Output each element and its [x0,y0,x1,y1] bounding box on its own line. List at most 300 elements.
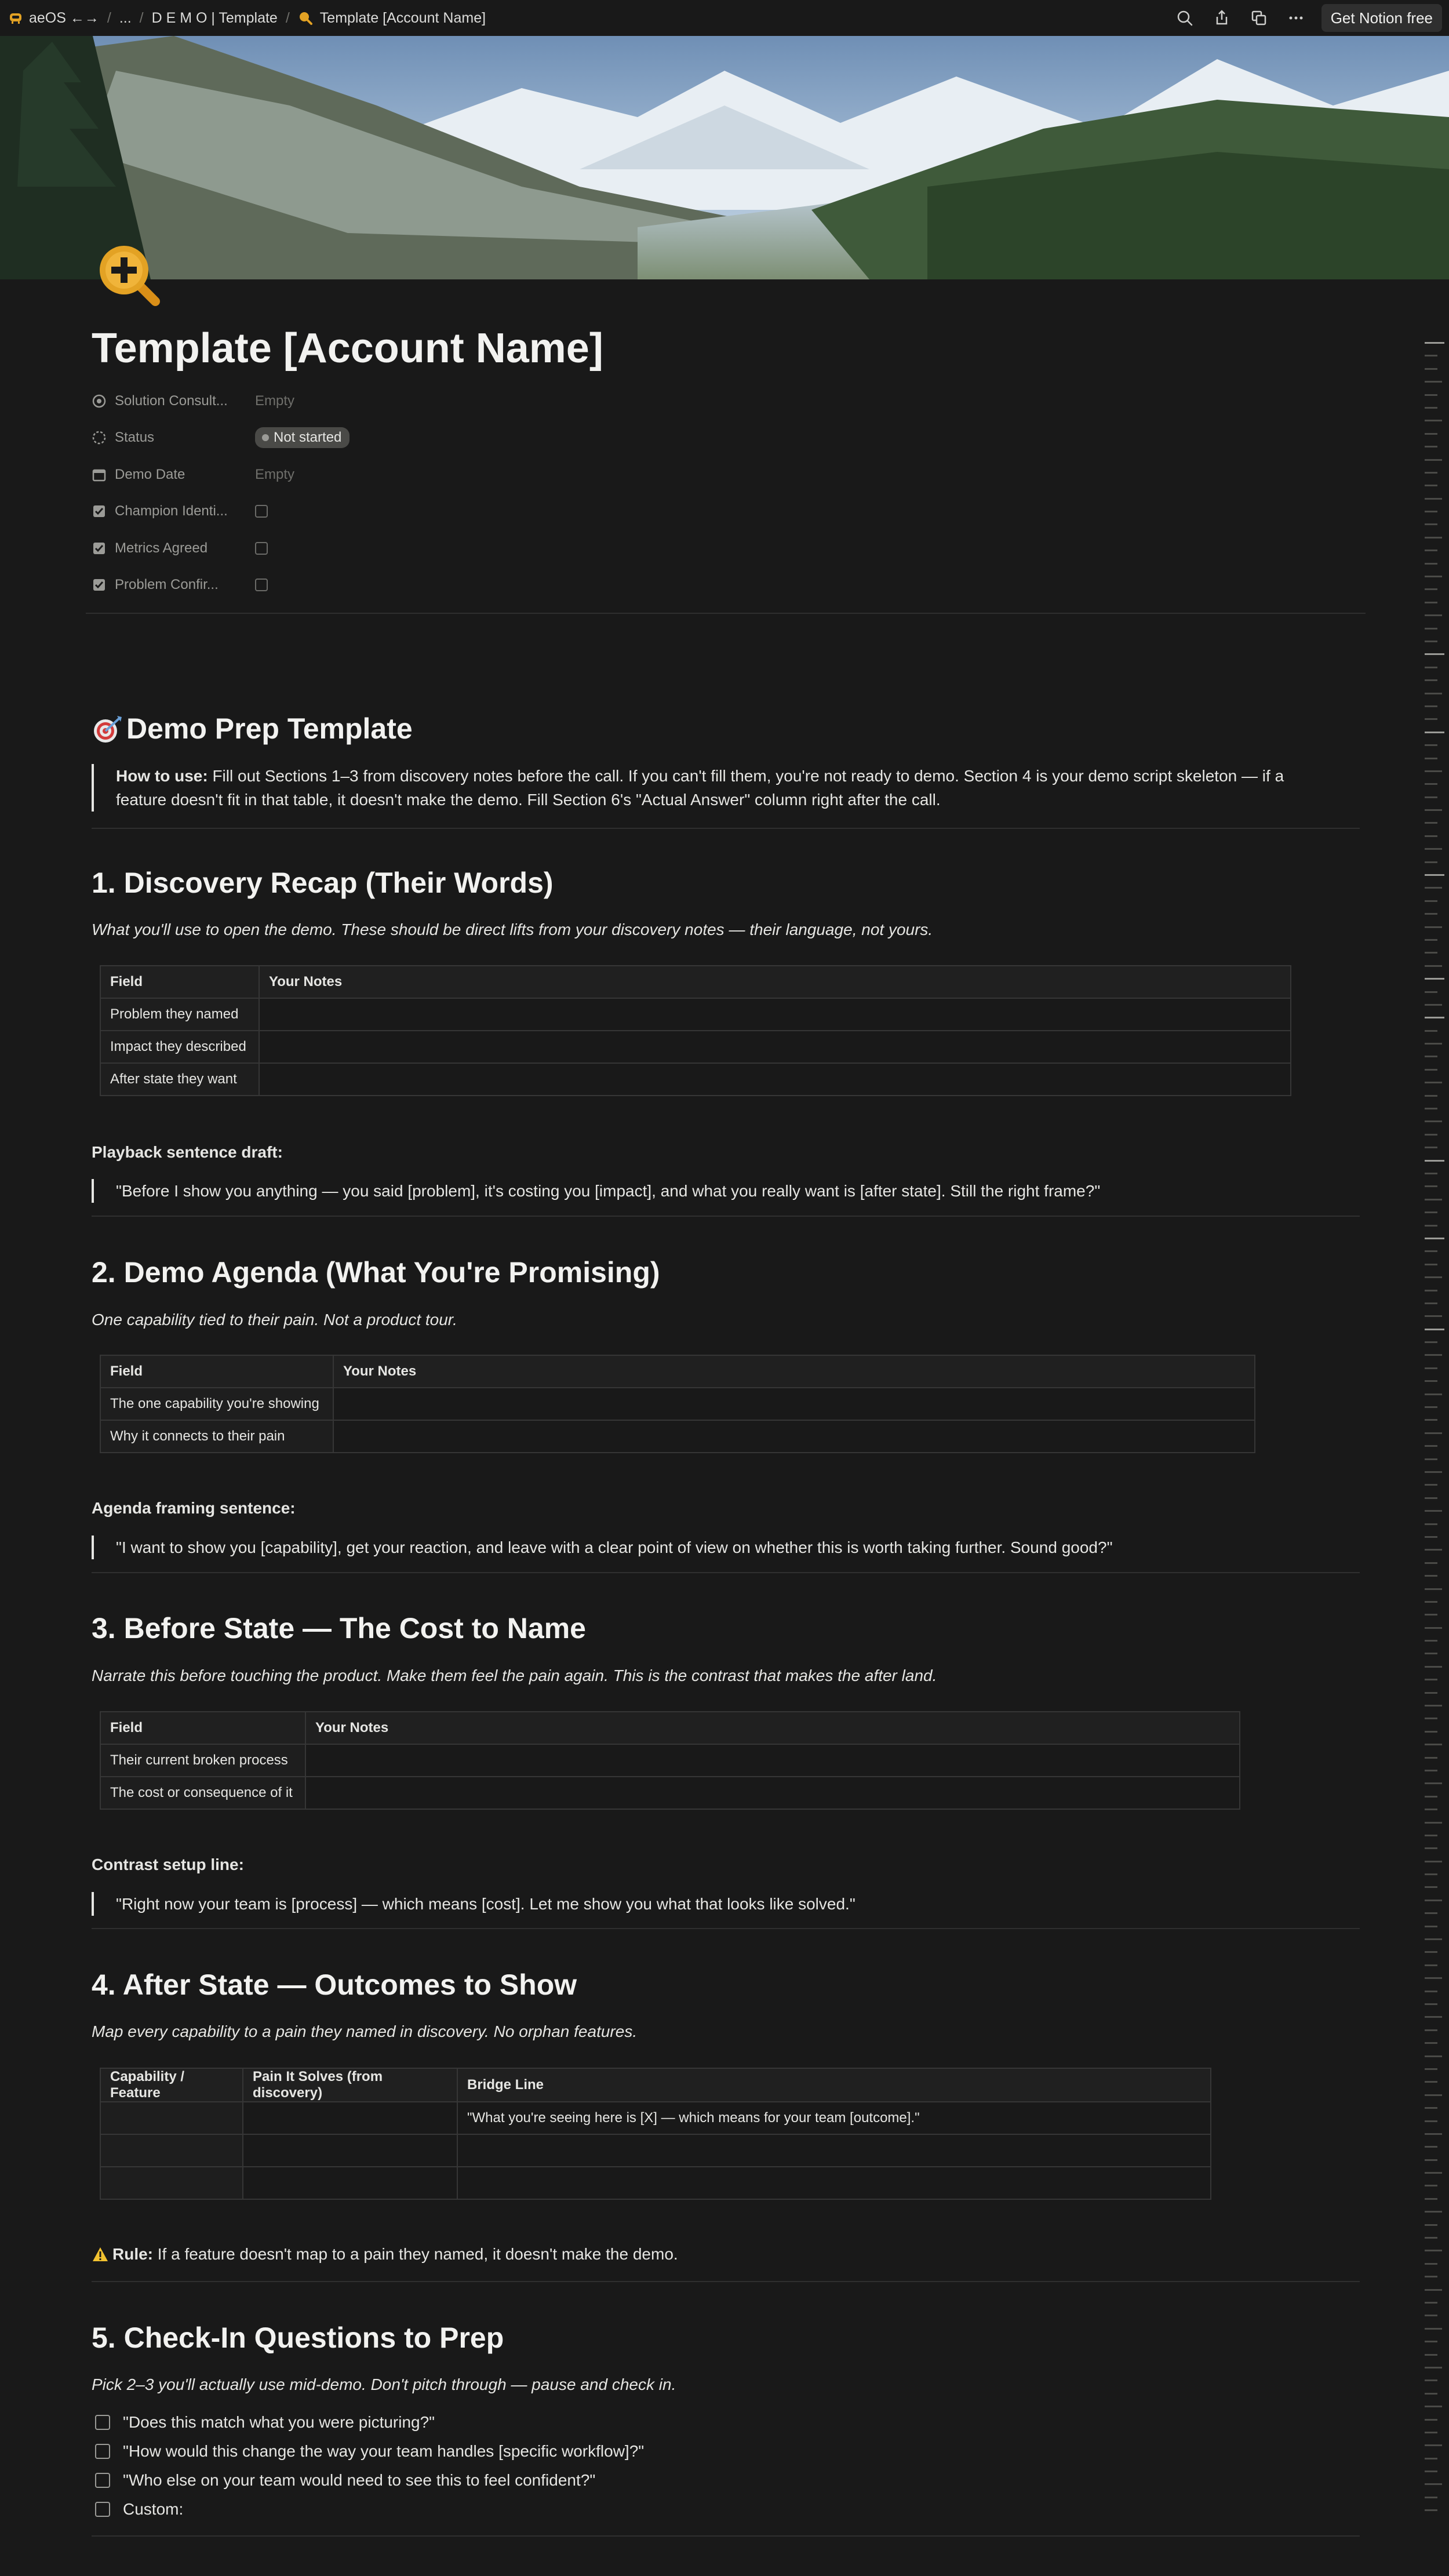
outline-tick[interactable] [1425,693,1442,694]
outline-tick[interactable] [1425,796,1437,798]
table-cell[interactable]: Impact they described [100,1031,259,1063]
outline-tick[interactable] [1425,2211,1442,2213]
outline-tick[interactable] [1425,523,1437,525]
outline-tick[interactable] [1425,887,1442,889]
breadcrumb-page-icon [298,10,313,26]
outline-tick[interactable] [1425,1692,1437,1694]
outline-tick[interactable] [1425,1471,1442,1473]
outline-tick[interactable] [1425,1341,1437,1343]
outline-tick[interactable] [1425,2341,1437,2342]
table-header: Capability / Feature [100,2068,243,2102]
table-header: Field [100,1355,333,1388]
outline-tick[interactable] [1425,2237,1437,2239]
breadcrumb-more[interactable]: ... [119,9,132,26]
outline-tick[interactable] [1425,1562,1437,1564]
duplicate-icon[interactable] [1247,6,1270,30]
outline-tick[interactable] [1425,628,1437,630]
outline-tick[interactable] [1425,1276,1442,1278]
outline-tick[interactable] [1425,1847,1437,1849]
table-cell[interactable] [457,2134,1211,2167]
how-to-use-callout [92,764,1333,812]
outline-tick[interactable] [1425,1705,1442,1707]
outline-tick[interactable] [1425,368,1437,370]
outline-tick[interactable] [1425,1757,1437,1759]
todo-text[interactable]: "Does this match what you were picturing?" [123,2413,435,2431]
table-row [100,2134,1211,2167]
section-1-table [100,965,1291,1096]
outline-tick[interactable] [1425,1900,1442,1901]
outline-tick[interactable] [1425,614,1442,616]
property-champion-identified[interactable] [92,493,1367,530]
outline-tick[interactable] [1425,2497,1437,2498]
outline-tick[interactable] [1425,2107,1437,2109]
outline-tick[interactable] [1425,1043,1442,1045]
outline-tick[interactable] [1425,835,1437,837]
outline-tick[interactable] [1425,1329,1444,1330]
outline-tick[interactable] [1425,1822,1442,1824]
outline-tick[interactable] [1425,1782,1442,1784]
property-name: Metrics Agreed [115,540,208,556]
checkbox-prop-icon [92,577,107,592]
outline-tick[interactable] [1425,1886,1437,1888]
outline-tick[interactable] [1425,770,1442,772]
todo-item[interactable] [95,2500,183,2519]
outline-tick[interactable] [1425,1017,1444,1018]
outline-tick[interactable] [1425,705,1437,707]
outline-tick[interactable] [1425,653,1444,655]
target-icon [92,712,124,745]
outline-tick[interactable] [1425,2509,1437,2511]
outline-tick[interactable] [1425,1770,1437,1771]
outline-tick[interactable] [1425,1160,1444,1162]
outline-tick[interactable] [1425,2444,1442,2446]
property-problem-confirmed[interactable] [92,567,1367,604]
table-cell[interactable] [259,998,1291,1031]
calendar-icon [92,467,107,482]
table-header: Field [100,1712,305,1744]
property-value[interactable]: Empty [255,466,295,482]
outline-tick[interactable] [1425,433,1437,435]
outline-tick[interactable] [1425,1147,1437,1148]
outline-tick[interactable] [1425,874,1444,876]
section-3-label: Contrast setup line: [92,1855,244,1873]
outline-tick[interactable] [1425,2094,1442,2096]
outline-tick[interactable] [1425,1666,1442,1668]
table-row [100,1420,1255,1453]
table-cell[interactable] [305,1744,1240,1777]
get-notion-free-button[interactable]: Get Notion free [1321,4,1442,32]
table-cell[interactable] [100,2167,243,2199]
outline-tick[interactable] [1425,446,1437,447]
outline-tick[interactable] [1425,1302,1437,1304]
outline-tick[interactable] [1425,1108,1437,1109]
table-cell[interactable] [333,1420,1255,1453]
outline-tick[interactable] [1425,1744,1442,1745]
outline-tick[interactable] [1425,1120,1442,1122]
table-header-row [100,1712,1240,1744]
outline-tick[interactable] [1425,809,1442,811]
table-cell[interactable]: The one capability you're showing [100,1388,333,1420]
todo-item[interactable] [95,2442,644,2461]
table-row [100,1031,1291,1063]
outline-tick[interactable] [1425,2432,1437,2433]
outline-tick[interactable] [1425,1290,1437,1291]
breadcrumb-separator: / [139,9,144,26]
outline-tick[interactable] [1425,1238,1444,1239]
outline-tick[interactable] [1425,1393,1442,1395]
outline-tick[interactable] [1425,1977,1442,1979]
table-row [100,1388,1255,1420]
outline-tick[interactable] [1425,2081,1437,2083]
status-icon [92,430,107,445]
outline-tick[interactable] [1425,1627,1442,1629]
table-header: Field [100,966,259,998]
outline-tick[interactable] [1425,952,1437,954]
divider [92,1928,1360,1929]
outline-tick[interactable] [1425,667,1437,668]
outline-tick[interactable] [1425,732,1444,733]
outline-tick[interactable] [1425,1134,1437,1136]
outline-tick[interactable] [1425,1095,1437,1097]
outline-tick[interactable] [1425,420,1442,421]
outline-tick[interactable] [1425,1640,1437,1642]
outline-tick[interactable] [1425,939,1437,941]
outline-tick[interactable] [1425,1225,1437,1227]
todo-text[interactable]: "How would this change the way your team handles [specific workflow]?" [123,2442,645,2460]
outline-tick[interactable] [1425,511,1437,512]
workspace-icon [8,10,23,26]
table-header: Your Notes [333,1355,1255,1388]
table-cell[interactable] [457,2167,1211,2199]
outline-tick[interactable] [1425,1211,1437,1213]
outline-tick[interactable] [1425,381,1442,383]
outline-tick[interactable] [1425,2133,1442,2135]
property-name: Problem Confir... [115,577,219,593]
outline-tick[interactable] [1425,2419,1437,2421]
magnifier-plus-icon[interactable] [97,243,162,308]
outline-tick[interactable] [1425,2068,1437,2070]
todo-checkbox[interactable] [95,2415,110,2430]
outline-tick[interactable] [1425,1861,1442,1862]
outline-tick[interactable] [1425,926,1442,928]
outline-tick[interactable] [1425,342,1444,344]
section-3-title: 3. Before State — The Cost to Name [92,1612,586,1644]
divider [92,828,1360,829]
outline-tick[interactable] [1425,1601,1437,1603]
table-row [100,1063,1291,1096]
checkbox-prop-icon [92,541,107,556]
section-4-subtitle: Map every capability to a pain they named in discovery. No orphan features. [92,2022,638,2040]
howto-text: Fill out Sections 1–3 from discovery notes before the call. If you can't fill them, you're not ready to demo. Section 4 is your demo script skeleton — if a feature doesn't fit in that table, it doesn't make the demo. Fill Section 6's "Actual Answer" column right after the call. [116,767,1284,809]
outline-tick[interactable] [1425,978,1444,980]
breadcrumb-separator: / [285,9,290,26]
outline-tick[interactable] [1425,1354,1442,1356]
outline-tick[interactable] [1425,2146,1437,2148]
howto-label: How to use: [116,767,208,785]
table-cell[interactable] [259,1031,1291,1063]
outline-tick[interactable] [1425,1991,1437,1992]
outline-tick[interactable] [1425,1004,1442,1006]
doc-heading: Demo Prep Template [92,712,413,745]
property-value[interactable]: Empty [255,392,295,409]
outline-tick[interactable] [1425,1030,1437,1032]
table-cell[interactable] [243,2167,457,2199]
table-cell[interactable] [259,1063,1291,1096]
outline-tick[interactable] [1425,1926,1437,1927]
rule-label: Rule: [112,2245,153,2263]
top-bar [0,0,1449,36]
section-1-title: 1. Discovery Recap (Their Words) [92,867,554,899]
outline-tick[interactable] [1425,2263,1437,2265]
outline-tick[interactable] [1425,2379,1437,2381]
outline-tick[interactable] [1425,1250,1437,1252]
outline-tick[interactable] [1425,1938,1442,1940]
outline-tick[interactable] [1425,1264,1437,1265]
share-icon[interactable] [1210,6,1233,30]
table-cell[interactable]: Problem they named [100,998,259,1031]
warning-icon [92,2246,109,2262]
outline-tick[interactable] [1425,1367,1437,1369]
outline-tick[interactable] [1425,2315,1437,2316]
outline-tick[interactable] [1425,2224,1437,2226]
todo-checkbox[interactable] [95,2473,110,2488]
outline-tick[interactable] [1425,758,1437,759]
table-row [100,1777,1240,1809]
outline-tick[interactable] [1425,1731,1437,1733]
table-header: Your Notes [305,1712,1240,1744]
checkbox[interactable] [255,578,268,591]
outline-tick[interactable] [1425,679,1437,681]
outline-tick[interactable] [1425,2406,1442,2407]
outline-tick[interactable] [1425,1796,1437,1798]
outline-tick[interactable] [1425,1432,1442,1434]
table-header: Bridge Line [457,2068,1211,2102]
table-cell[interactable]: After state they want [100,1063,259,1096]
outline-tick[interactable] [1425,1951,1437,1953]
outline-tick[interactable] [1425,1964,1437,1966]
outline-tick[interactable] [1425,2185,1437,2186]
outline-tick[interactable] [1425,783,1437,785]
outline-minimap[interactable] [1425,342,1444,2523]
outline-tick[interactable] [1425,2458,1437,2459]
outline-tick[interactable] [1425,2120,1437,2122]
outline-tick[interactable] [1425,550,1437,551]
table-cell[interactable]: "What you're seeing here is [X] — which means for your team [outcome]." [457,2102,1211,2134]
table-row [100,1744,1240,1777]
checkbox[interactable] [255,505,268,518]
outline-tick[interactable] [1425,1445,1437,1447]
outline-tick[interactable] [1425,641,1437,642]
table-cell[interactable]: Why it connects to their pain [100,1420,333,1453]
outline-tick[interactable] [1425,2029,1437,2031]
todo-text[interactable]: "Who else on your team would need to see this to feel confident?" [123,2471,596,2489]
outline-tick[interactable] [1425,1588,1442,1590]
outline-tick[interactable] [1425,1458,1437,1460]
outline-tick[interactable] [1425,563,1437,565]
outline-tick[interactable] [1425,2367,1442,2368]
section-2-title: 2. Demo Agenda (What You're Promising) [92,1256,660,1289]
outline-tick[interactable] [1425,588,1437,590]
outline-tick[interactable] [1425,913,1437,915]
outline-tick[interactable] [1425,2289,1442,2291]
outline-tick[interactable] [1425,718,1437,720]
table-cell[interactable]: The cost or consequence of it [100,1777,305,1809]
table-cell[interactable] [333,1388,1255,1420]
section-5-title: 5. Check-In Questions to Prep [92,2322,504,2354]
outline-tick[interactable] [1425,2172,1442,2174]
property-status[interactable] [92,420,1367,457]
cover-image [0,36,1449,279]
outline-tick[interactable] [1425,900,1437,902]
outline-tick[interactable] [1425,472,1437,474]
more-icon[interactable] [1284,6,1308,30]
outline-tick[interactable] [1425,459,1442,461]
table-header-row [100,2068,1211,2102]
outline-tick[interactable] [1425,848,1442,850]
outline-tick[interactable] [1425,498,1442,500]
breadcrumb-workspace[interactable]: aeOS ←→ [29,9,99,26]
checkbox-prop-icon [92,504,107,519]
outline-tick[interactable] [1425,1315,1442,1317]
divider [92,1572,1360,1573]
outline-tick[interactable] [1425,1873,1437,1875]
table-row [100,2167,1211,2199]
section-4-table [100,2068,1211,2200]
outline-tick[interactable] [1425,822,1437,824]
property-solution-consultant[interactable] [92,383,1367,420]
outline-tick[interactable] [1425,861,1437,863]
rule-text: If a feature doesn't map to a pain they named, it doesn't make the demo. [153,2245,678,2263]
todo-item[interactable] [95,2413,435,2432]
outline-tick[interactable] [1425,2483,1442,2485]
table-header: Your Notes [259,966,1291,998]
outline-tick[interactable] [1425,355,1437,356]
todo-item[interactable] [95,2471,595,2490]
person-icon [92,394,107,409]
todo-text[interactable]: Custom: [123,2500,184,2518]
outline-tick[interactable] [1425,1406,1437,1408]
breadcrumb [8,10,486,27]
property-demo-date[interactable] [92,456,1367,493]
table-cell[interactable] [100,2134,243,2167]
outline-tick[interactable] [1425,2016,1442,2018]
property-name: Status [115,430,155,446]
table-row [100,2102,1211,2134]
section-1-label: Playback sentence draft: [92,1143,283,1161]
breadcrumb-separator: / [107,9,111,26]
outline-tick[interactable] [1425,2003,1437,2005]
outline-tick[interactable] [1425,1419,1437,1421]
section-5-subtitle: Pick 2–3 you'll actually use mid-demo. Don't pitch through — pause and check in. [92,2375,676,2393]
divider [86,613,1366,614]
outline-tick[interactable] [1425,1056,1437,1057]
outline-tick[interactable] [1425,1912,1437,1914]
section-2-table [100,1355,1255,1453]
breadcrumb-parent[interactable]: D E M O | Template [151,9,278,26]
todo-checkbox[interactable] [95,2444,110,2459]
outline-tick[interactable] [1425,2055,1442,2057]
outline-tick[interactable] [1425,2302,1437,2304]
property-name: Solution Consult... [115,392,228,409]
checkbox[interactable] [255,542,268,555]
outline-tick[interactable] [1425,2198,1437,2200]
outline-tick[interactable] [1425,1835,1437,1836]
status-badge[interactable]: Not started [255,427,349,448]
outline-tick[interactable] [1425,576,1442,577]
section-2-subtitle: One capability tied to their pain. Not a product tour. [92,1311,457,1329]
section-1-subtitle: What you'll use to open the demo. These should be direct lifts from your discovery notes — their language, not yours. [92,920,933,938]
outline-tick[interactable] [1425,1199,1442,1200]
outline-tick[interactable] [1425,2393,1437,2395]
table-cell[interactable] [100,2102,243,2134]
section-3-quote: "Right now your team is [process] — which means [cost]. Let me show you what that looks like solved." [92,1892,1333,1916]
outline-tick[interactable] [1425,394,1437,396]
outline-tick[interactable] [1425,2276,1437,2277]
outline-tick[interactable] [1425,1484,1437,1486]
outline-tick[interactable] [1425,2328,1442,2330]
outline-tick[interactable] [1425,1185,1437,1187]
todo-checkbox[interactable] [95,2502,110,2517]
table-row [100,998,1291,1031]
property-name: Champion Identi... [115,503,228,519]
outline-tick[interactable] [1425,1718,1437,1719]
page-title[interactable]: Template [Account Name] [92,325,603,372]
outline-tick[interactable] [1425,485,1437,486]
section-3-table [100,1711,1240,1810]
outline-tick[interactable] [1425,1082,1442,1083]
outline-tick[interactable] [1425,1614,1437,1616]
table-cell[interactable]: Their current broken process [100,1744,305,1777]
outline-tick[interactable] [1425,991,1437,993]
breadcrumb-current[interactable]: Template [Account Name] [319,9,486,26]
table-cell[interactable] [305,1777,1240,1809]
outline-tick[interactable] [1425,2471,1437,2472]
section-1-quote: "Before I show you anything — you said [problem], it's costing you [impact], and what you really want is [after state]. Still the right frame?" [92,1179,1333,1203]
outline-tick[interactable] [1425,2354,1437,2356]
divider [92,2281,1360,2282]
outline-tick[interactable] [1425,1497,1437,1499]
outline-tick[interactable] [1425,2250,1442,2251]
section-2-label: Agenda framing sentence: [92,1499,296,1517]
search-icon[interactable] [1173,6,1196,30]
outline-tick[interactable] [1425,1575,1437,1577]
property-metrics-agreed[interactable] [92,530,1367,567]
outline-tick[interactable] [1425,1549,1442,1551]
table-cell[interactable] [243,2134,457,2167]
outline-tick[interactable] [1425,2042,1437,2044]
table-cell[interactable] [243,2102,457,2134]
divider [92,1216,1360,1217]
outline-tick[interactable] [1425,1536,1437,1538]
outline-tick[interactable] [1425,1679,1437,1680]
outline-tick[interactable] [1425,1653,1437,1654]
outline-tick[interactable] [1425,1069,1437,1071]
outline-tick[interactable] [1425,1809,1437,1810]
outline-tick[interactable] [1425,1380,1437,1382]
outline-tick[interactable] [1425,965,1442,967]
outline-tick[interactable] [1425,1510,1442,1512]
outline-tick[interactable] [1425,407,1437,409]
table-header: Pain It Solves (from discovery) [243,2068,457,2102]
outline-tick[interactable] [1425,1523,1437,1525]
section-3-subtitle: Narrate this before touching the product. Make them feel the pain again. This is the contrast that makes the after land. [92,1667,937,1684]
outline-tick[interactable] [1425,602,1437,603]
section-4-title: 4. After State — Outcomes to Show [92,1969,577,2001]
outline-tick[interactable] [1425,744,1437,746]
outline-tick[interactable] [1425,2159,1437,2161]
outline-tick[interactable] [1425,537,1442,539]
outline-tick[interactable] [1425,1173,1437,1174]
